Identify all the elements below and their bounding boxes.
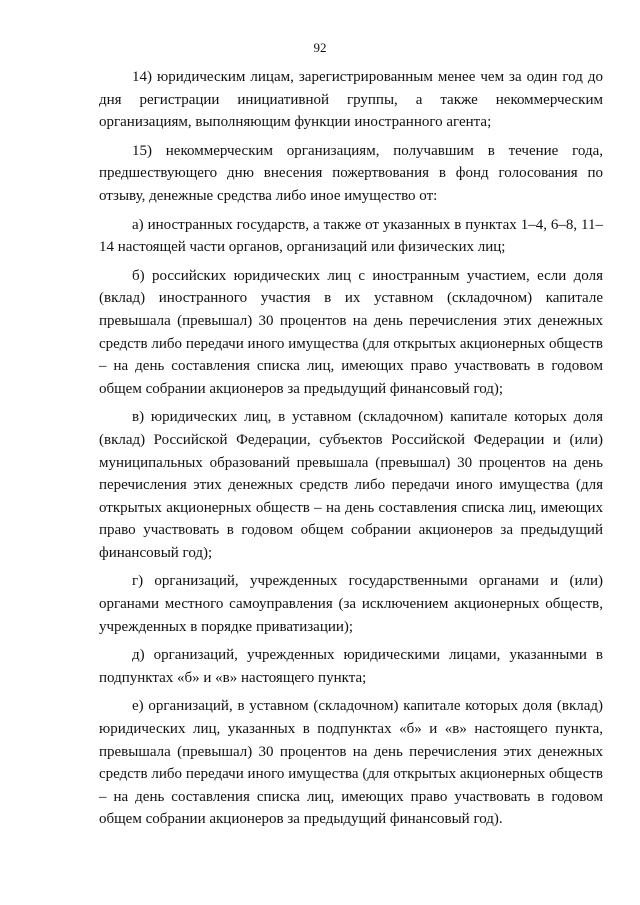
paragraph-subitem-e: е) организаций, в уставном (складочном) капитале которых доля (вклад) юридических лиц, указанных в подпунктах «б» и «в» настоящего пункта, превышала (превышал) 30 процентов на день перечисления этих денежных средств либо передачи иного имущества (для открытых акционерных обществ – на день составления списка лиц, имеющих право участвовать в годовом общем собрании акционеров за предыдущий финансовый год). [99,698,603,828]
document-body [99,66,603,837]
paragraph-subitem-v: в) юридических лиц, в уставном (складочном) капитале которых доля (вклад) Российской Федерации, субъектов Российской Федерации и (или) муниципальных образований превышала (превышал) 30 процентов на день перечисления этих денежных средств либо передачи иного имущества (для открытых акционерных обществ – на день составления списка лиц, имеющих право участвовать в годовом общем собрании акционеров за предыдущий финансовый год); [99,409,603,561]
paragraph-item-15: 15) некоммерческим организациям, получавшим в течение года, предшествующего дню внесения пожертвования в фонд голосования по отзыву, денежные средства либо иное имущество от: [99,142,603,204]
page-number: 92 [313,40,327,55]
paragraph-subitem-g: г) организаций, учрежденных государственными органами и (или) органами местного самоуправления (за исключением акционерных обществ, учрежденных в порядке приватизации); [99,573,603,635]
paragraph-subitem-b: б) российских юридических лиц с иностранным участием, если доля (вклад) иностранного участия в их уставном (складочном) капитале превышала (превышал) 30 процентов на день перечисления этих денежных средств либо передачи иного имущества (для открытых акционерных обществ – на день составления списка лиц, имеющих право участвовать в годовом общем собрании акционеров за предыдущий финансовый год); [99,267,603,397]
paragraph-subitem-d: д) организаций, учрежденных юридическими лицами, указанными в подпунктах «б» и «в» настоящего пункта; [99,647,603,686]
paragraph-subitem-a: а) иностранных государств, а также от указанных в пунктах 1–4, 6–8, 11–14 настоящей части органов, организаций или физических лиц; [99,216,603,256]
paragraph-item-14: 14) юридическим лицам, зарегистрированным менее чем за один год до дня регистрации инициативной группы, а также некоммерческим организациям, выполняющим функции иностранного агента; [99,69,603,131]
